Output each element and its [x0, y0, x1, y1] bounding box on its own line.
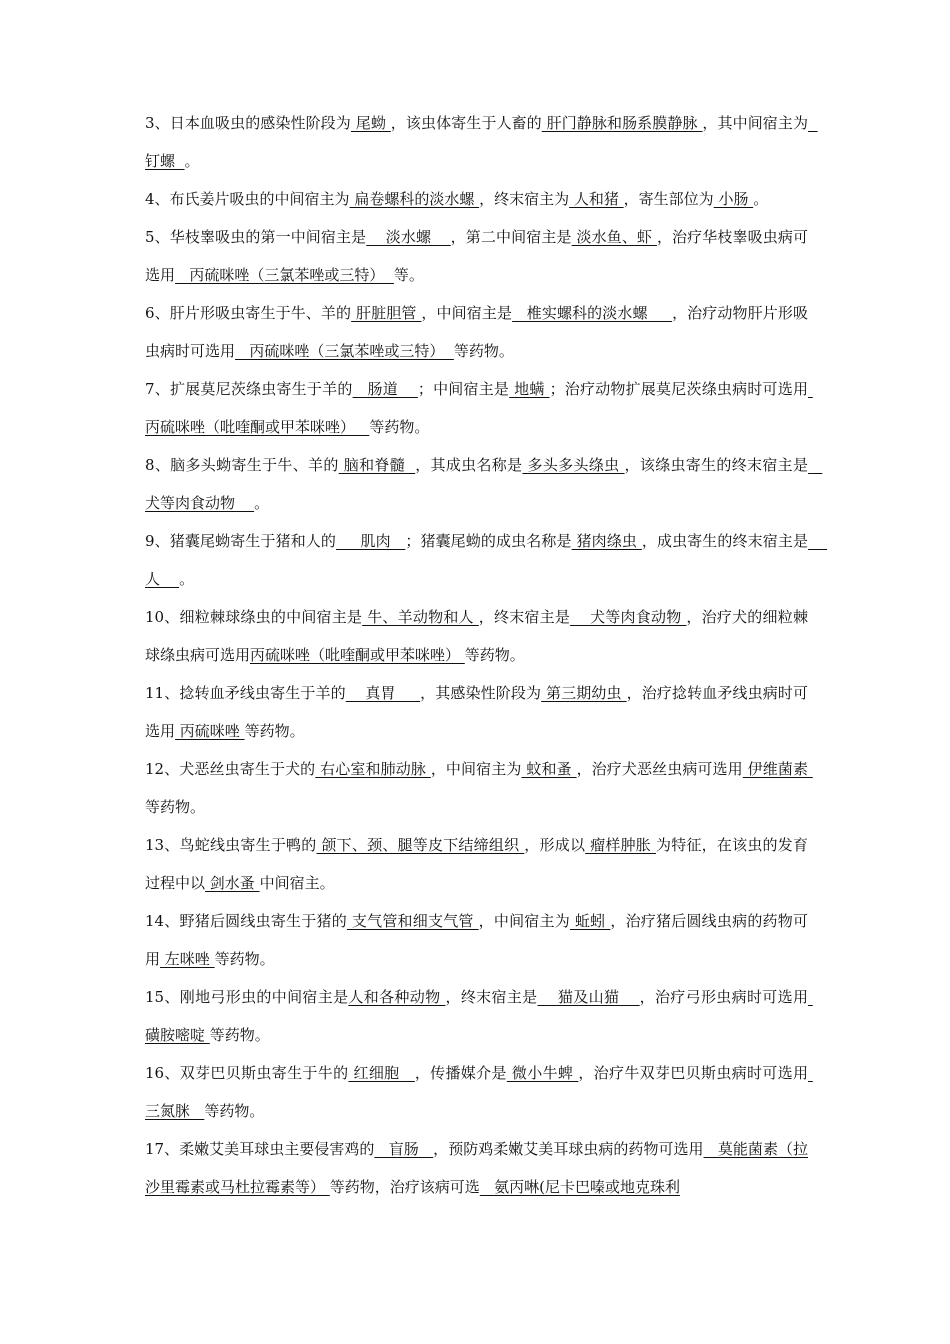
question-item — [145, 294, 808, 370]
question-text: 等药物。 — [214, 950, 275, 968]
question-item — [145, 750, 813, 826]
question-text: ，治疗牛双芽巴贝斯虫病时可选用 — [578, 1064, 808, 1082]
question-text: ；治疗动物扩展莫尼茨绦虫病时可选用 — [549, 380, 808, 398]
answer-blank: 尾蚴 — [350, 114, 391, 132]
question-text: ，成虫寄生的终末宿主是 — [641, 532, 808, 550]
question-text: 等药物。 — [464, 646, 525, 664]
question-text: ，其中间宿主为 — [702, 114, 808, 132]
question-text: ，终末宿主是 — [445, 988, 538, 1006]
question-text: ，治疗弓形虫病时可选用 — [639, 988, 808, 1006]
question-text: ，治疗犬的细粒棘球绦虫病可选用 — [145, 608, 808, 664]
answer-blank: 椎实螺科的淡水螺 — [512, 304, 673, 322]
answer-blank: 淡水鱼、虾 — [571, 228, 657, 246]
answer-blank: 丙硫咪唑（吡喹酮或甲苯咪唑） — [250, 646, 465, 664]
question-text: 9、猪囊尾蚴寄生于猪和人的 — [145, 532, 337, 550]
answer-blank: 肝门静脉和肠系膜静脉 — [541, 114, 703, 132]
question-text: ；猪囊尾蚴的成虫名称是 — [405, 532, 572, 550]
question-item — [145, 370, 813, 446]
answer-blank: 小肠 — [713, 190, 754, 208]
answer-blank: 犬等肉食动物 — [570, 608, 687, 626]
question-item — [145, 1054, 813, 1130]
question-text: ，其感染性阶段为 — [420, 684, 542, 702]
answer-blank: 人和猪 — [569, 190, 624, 208]
answer-blank: 第三期幼虫 — [541, 684, 627, 702]
answer-blank: 多头多头绦虫 — [522, 456, 625, 474]
answer-blank: 丙硫咪唑（三氯苯唑或三特） — [235, 342, 454, 360]
answer-blank: 蚯蚓 — [569, 912, 611, 930]
question-text: 12、犬恶丝虫寄生于犬的 — [145, 760, 316, 778]
answer-blank: 盲肠 — [374, 1140, 434, 1158]
answer-blank: 丙硫咪唑（吡喹酮或甲苯咪唑） — [145, 380, 813, 436]
question-text: ，治疗捻转血矛线虫病时可选用 — [145, 684, 808, 740]
answer-blank: 支气管和细支气管 — [346, 912, 479, 930]
question-text: ，形成以 — [524, 836, 586, 854]
question-text: 15、刚地弓形虫的中间宿主是 — [145, 988, 349, 1006]
question-text: 10、细粒棘球绦虫的中间宿主是 — [145, 608, 363, 626]
question-text: ，其成虫名称是 — [415, 456, 523, 474]
question-text: 中间宿主。 — [259, 874, 335, 892]
answer-blank: 伊维菌素 — [742, 760, 813, 778]
answer-blank: 颌下、颈、腿等皮下结缔组织 — [316, 836, 525, 854]
question-text: 。 — [184, 152, 200, 170]
answer-blank: 肠道 — [352, 380, 418, 398]
answer-blank: 肝脏胆管 — [351, 304, 422, 322]
question-list — [145, 104, 828, 1206]
answer-blank: 磺胺嘧啶 — [145, 988, 813, 1044]
answer-blank: 扁卷螺科的淡水螺 — [349, 190, 480, 208]
question-text: ，寄生部位为 — [623, 190, 714, 208]
question-text: 为特征，在该虫的发育过程中以 — [145, 836, 808, 892]
question-text: 等药物。 — [244, 722, 305, 740]
question-text: ，中间宿主为 — [478, 912, 570, 930]
question-text: ，传播媒介是 — [414, 1064, 507, 1082]
answer-blank: 地螨 — [509, 380, 550, 398]
question-text: 14、野猪后圆线虫寄生于猪的 — [145, 912, 347, 930]
answer-blank: 红细胞 — [348, 1064, 415, 1082]
question-text: 11、捻转血矛线虫寄生于羊的 — [145, 684, 346, 702]
question-text: 。 — [254, 494, 270, 512]
question-text: 等药物。 — [209, 1026, 270, 1044]
question-item — [145, 978, 813, 1054]
question-text: 等药物。 — [145, 798, 206, 816]
question-text: 等药物，治疗该病可选 — [329, 1178, 480, 1196]
answer-blank: 真胃 — [345, 684, 421, 702]
answer-blank: 蚊和蚤 — [521, 760, 577, 778]
question-text: 13、鸟蛇线虫寄生于鸭的 — [145, 836, 317, 854]
question-text: ，治疗动物肝片形吸虫病时可选用 — [145, 304, 808, 360]
answer-blank: 猫及山猫 — [537, 988, 640, 1006]
question-item — [145, 1130, 808, 1206]
question-text: ，终末宿主为 — [479, 190, 570, 208]
question-item — [145, 446, 823, 522]
answer-blank: 剑水蚤 — [205, 874, 260, 892]
question-text: 等药物。 — [453, 342, 514, 360]
question-text: ，治疗华枝睾吸虫病可选用 — [145, 228, 808, 284]
answer-blank: 牛、羊动物和人 — [362, 608, 479, 626]
question-text: 。 — [179, 570, 195, 588]
answer-blank: 氨丙啉(尼卡巴嗪或地克珠利 — [479, 1178, 680, 1196]
question-text: ，终末宿主是 — [478, 608, 571, 626]
question-text: ，该虫体寄生于人畜的 — [390, 114, 542, 132]
answer-blank: 莫能菌素（拉沙里霉素或马杜拉霉素等） — [145, 1140, 808, 1196]
question-text: ，预防鸡柔嫩艾美耳球虫病的药物可选用 — [433, 1140, 704, 1158]
answer-blank: 丙硫咪唑 — [175, 722, 245, 740]
question-text: 6、肝片形吸虫寄生于牛、羊的 — [145, 304, 352, 322]
question-text: 等。 — [393, 266, 424, 284]
question-item — [145, 180, 808, 218]
question-item — [145, 218, 808, 294]
answer-blank: 钉螺 — [145, 114, 818, 170]
question-text: ，治疗犬恶丝虫病可选用 — [576, 760, 743, 778]
answer-blank: 瘤样肿胀 — [585, 836, 657, 854]
question-text: 5、华枝睾吸虫的第一中间宿主是 — [145, 228, 367, 246]
answer-blank: 淡水螺 — [366, 228, 451, 246]
question-text: ，中间宿主为 — [430, 760, 522, 778]
question-text: 等药物。 — [204, 1102, 265, 1120]
answer-blank: 左咪唑 — [160, 950, 215, 968]
answer-blank: 犬等肉食动物 — [145, 456, 823, 512]
question-text: 。 — [753, 190, 769, 208]
question-item — [145, 104, 818, 180]
answer-blank: 猪肉绦虫 — [571, 532, 642, 550]
answer-blank: 三氮脒 — [145, 1064, 813, 1120]
answer-blank: 微小牛蜱 — [506, 1064, 579, 1082]
answer-blank: 人 — [145, 532, 828, 588]
answer-blank: 丙硫咪唑（三氯苯唑或三特） — [175, 266, 394, 284]
question-text: ，该绦虫寄生的终末宿主是 — [624, 456, 808, 474]
answer-blank: 脑和脊髓 — [338, 456, 416, 474]
answer-blank: 右心室和肺动脉 — [315, 760, 431, 778]
question-item — [145, 522, 828, 598]
answer-blank: 人和各种动物 — [348, 988, 446, 1006]
question-text: 17、柔嫩艾美耳球虫主要侵害鸡的 — [145, 1140, 375, 1158]
question-item — [145, 598, 808, 674]
question-text: 等药物。 — [369, 418, 430, 436]
question-text: 3、日本血吸虫的感染性阶段为 — [145, 114, 351, 132]
question-text: ，中间宿主是 — [421, 304, 513, 322]
question-text: 7、扩展莫尼茨绦虫寄生于羊的 — [145, 380, 353, 398]
question-text: ，第二中间宿主是 — [450, 228, 572, 246]
question-text: 4、布氏姜片吸虫的中间宿主为 — [145, 190, 350, 208]
question-item — [145, 674, 808, 750]
answer-blank: 肌肉 — [336, 532, 406, 550]
question-text: 8、脑多头蚴寄生于牛、羊的 — [145, 456, 339, 474]
question-text: ，治疗猪后圆线虫病的药物可用 — [145, 912, 808, 968]
question-item — [145, 902, 808, 978]
question-text: 16、双芽巴贝斯虫寄生于牛的 — [145, 1064, 349, 1082]
question-text: ；中间宿主是 — [417, 380, 510, 398]
question-item — [145, 826, 808, 902]
